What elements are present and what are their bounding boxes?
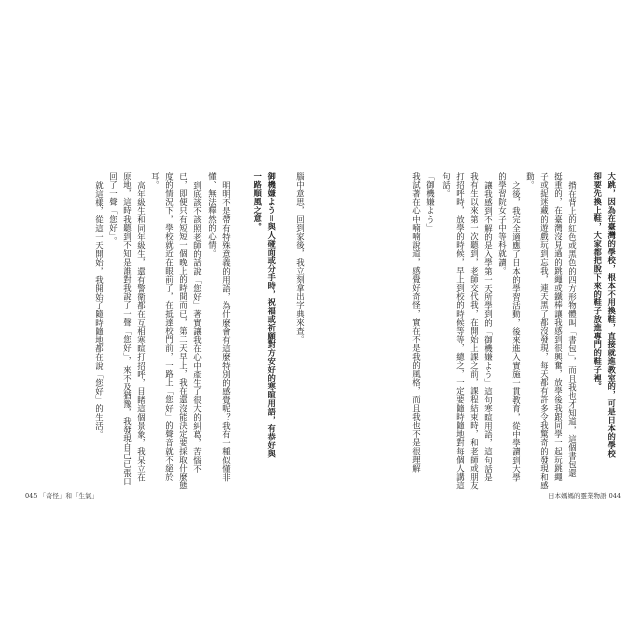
right-intro-line: 卻要先換上鞋，大家都把脫下來的鞋子放進專門的鞋子裡。 <box>593 172 604 391</box>
right-body-line: 打招呼時，放學的時候，早上到校的時候等等，總之，一定要隨時隨地對每個人講這 <box>455 172 466 490</box>
right-page <box>326 158 631 500</box>
right-folio: 日本媽媽的靈業物語 044 <box>548 492 621 500</box>
left-folio: 045 「奇怪」和「生氣」 <box>25 492 98 500</box>
right-body-line: 「御機嫌よう」 <box>425 172 436 233</box>
right-body-line: 的學習院女子中等科就讀。 <box>497 172 508 276</box>
right-body-line: 子或捉迷藏的遊戲玩到忘我，連天黑了都沒發現，每天都有許多令我驚奇的發現和感 <box>539 172 550 490</box>
left-quote-line: 御機嫌よう＝與人碰面或分手時，祝福或祈願對方安好的寒暄用語，有恭好與 <box>267 172 278 458</box>
right-body-line: 讓我感到不解的是入學第一天所學到的「御機嫌よう」這句寒暄用語，這句話是 <box>483 181 494 482</box>
left-body-line: 明明不是帶有特殊意義的用語，為什麼會有這麼特別的感覺呢？我有一種似懂非 <box>221 181 232 482</box>
left-opening-line: 腦中意思，回到家後，我立刻拿出字典來查。 <box>295 172 306 344</box>
left-body-line: 耳。 <box>150 172 161 190</box>
right-body-line: 句話。 <box>441 172 452 198</box>
left-quote-line: 一路順風之意。 <box>253 172 264 231</box>
right-body-line: 之後，我完全適應了日本的學習活動，後來進入實施一貫教育，從中學讀到大學 <box>511 181 522 482</box>
left-body-line: 原地，這時我聽到不知是誰對我說了一聲「您好」，來不及猶豫，我發現自己已張口 <box>122 172 133 486</box>
left-page <box>10 158 315 500</box>
left-body-line: 度的情況下，學校就近在眼前了，在抵達校門前，一路上「您好」的聲音就不絕於 <box>164 172 175 482</box>
right-body-line: 揹在背上的紅色或黑色的四方形物體叫「書包」，而且我也才知道，這個書包還 <box>567 181 578 478</box>
left-body-line: 到底該不該照老師的話說「您好」著實讓我在心中產生了很大的糾葛，苦惱不 <box>192 181 203 474</box>
right-body-line: 我試著在心中喃喃說道，感覺好奇怪，實在不是我的風格，而且我也不是很理解 <box>411 172 422 473</box>
left-body-line: 就這樣，從這一天開始，我開始了隨時隨地都在說「您好」的生活。 <box>94 181 105 439</box>
left-body-line: 高年級生和同年級生，還有警衛都在互相寒暄打招呼，目睹這個景象，我呆立在 <box>136 181 147 482</box>
left-body-line: 已，即便只有短短一個晚上的時間而已，第二天早上，我在還沒能決定要採取什麼態 <box>178 172 189 490</box>
right-body-line: 挺重的，在臺灣沒見過的跳繩或鐵棒讓我感到很興奮，放學後我跟同學一起玩跳繩 <box>553 172 564 482</box>
right-body-line: 我有生以來第一次聽到，老師交代我，在開始上課之前，課程結束時，和老師或朋友 <box>469 172 480 490</box>
right-intro-line: 大跳，因為在臺灣的學校，根本不用換鞋，直接就進教室的，可是日本的學校 <box>607 172 618 458</box>
left-body-line: 回了一聲「您好」。 <box>108 172 119 246</box>
right-body-line: 動。 <box>525 172 536 190</box>
left-body-line: 懂、無法釋然的心情。 <box>207 172 218 258</box>
